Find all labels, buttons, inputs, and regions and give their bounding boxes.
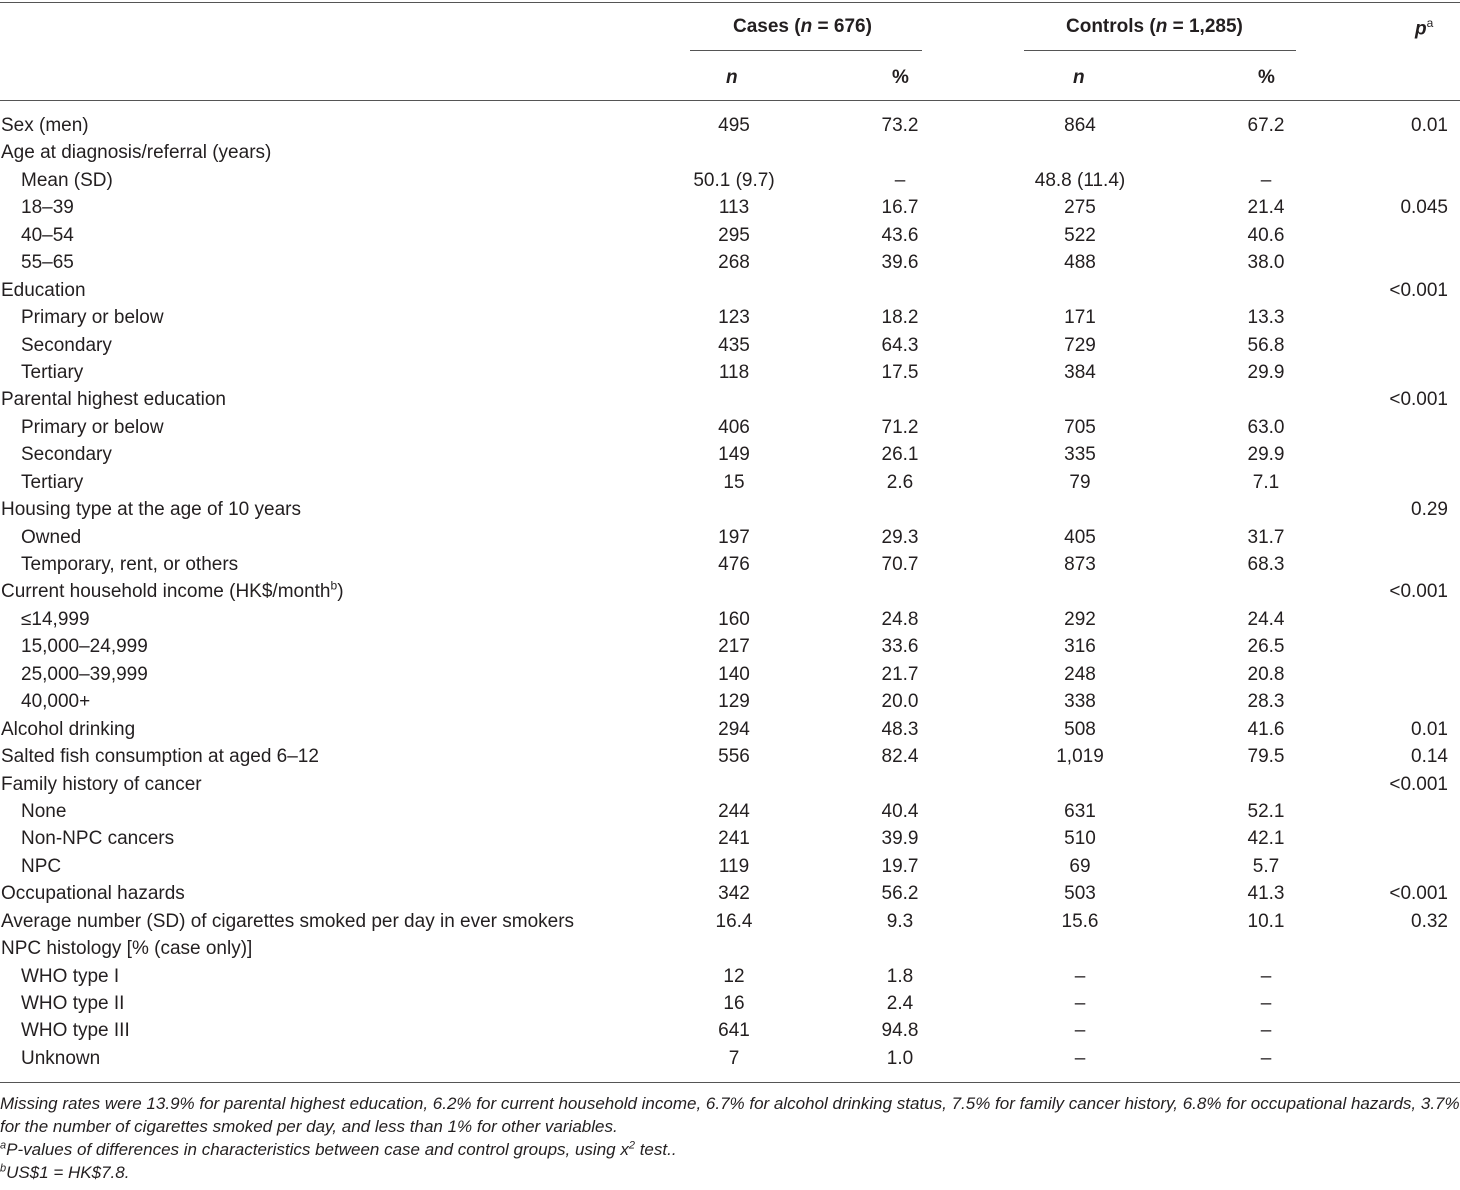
p-value-header: $p^a$ — [1415, 16, 1434, 40]
row-label: ≤14,999 — [21, 608, 90, 630]
table-row — [0, 935, 1460, 962]
cases-n-cell: 295 — [718, 224, 750, 246]
controls-n-cell: 503 — [1064, 883, 1096, 905]
p-value-cell: 0.32 — [1411, 910, 1448, 932]
row-label: Secondary — [21, 444, 112, 466]
row-label: Age at diagnosis/referral (years) — [1, 142, 272, 164]
controls-pct-cell: 79.5 — [1247, 746, 1285, 768]
table-row — [0, 304, 1460, 331]
controls-pct-cell: 38.0 — [1247, 252, 1285, 274]
cases-n-cell: 476 — [718, 554, 750, 575]
cases-n-cell: 342 — [718, 883, 750, 905]
controls-n-cell: 873 — [1064, 554, 1096, 575]
controls-n-cell: 508 — [1064, 718, 1096, 740]
cases-pct-cell: 24.8 — [881, 608, 919, 630]
table-row — [0, 249, 1460, 276]
controls-n-cell: 292 — [1064, 608, 1096, 630]
cases-n-cell: 50.1 (9.7) — [693, 169, 775, 191]
controls-n-cell: 338 — [1064, 691, 1096, 713]
controls-n-cell: 488 — [1064, 252, 1096, 274]
table-row — [0, 1045, 1460, 1072]
controls-pct-cell: 67.2 — [1247, 115, 1285, 136]
controls-pct-cell: 21.4 — [1247, 197, 1285, 219]
cases-n-cell: 495 — [718, 115, 750, 136]
row-label: Non-NPC cancers — [21, 828, 175, 850]
table-row — [0, 578, 1460, 605]
controls-pct-cell: 63.0 — [1247, 416, 1285, 438]
cases-pct-cell: 2.4 — [886, 993, 914, 1014]
row-label: Housing type at the age of 10 years — [1, 499, 301, 521]
cases-pct-cell: – — [894, 169, 906, 191]
table-row — [0, 743, 1460, 770]
controls-pct-cell: – — [1260, 965, 1272, 987]
cases-n-cell: 241 — [718, 828, 750, 850]
cases-pct-cell: 40.4 — [881, 800, 919, 822]
controls-pct-cell: – — [1260, 1047, 1272, 1069]
cases-pct-cell: 73.2 — [881, 115, 919, 136]
cases-n-cell: 244 — [718, 800, 750, 822]
table-body — [0, 112, 1460, 1072]
row-label: Primary or below — [21, 307, 164, 329]
cases-pct-cell: 33.6 — [881, 636, 919, 658]
p-value-cell: 0.14 — [1411, 746, 1448, 768]
table-row — [0, 798, 1460, 825]
cases-pct-cell: 9.3 — [886, 910, 914, 932]
table-top-rule — [0, 2, 1460, 3]
p-value-cell: 0.01 — [1411, 115, 1448, 136]
row-label: WHO type III — [21, 1020, 130, 1042]
controls-n-cell: – — [1074, 965, 1086, 987]
controls-n-cell: 522 — [1064, 224, 1096, 246]
cases-header: Cases (n = 676) — [733, 16, 872, 37]
controls-n-cell: 171 — [1064, 307, 1096, 329]
controls-n-cell: 1,019 — [1056, 746, 1104, 768]
controls-pct-header: % — [1258, 67, 1275, 88]
controls-n-cell: 705 — [1064, 416, 1096, 438]
cases-underline — [690, 50, 922, 51]
p-value-cell: <0.001 — [1389, 883, 1448, 905]
cases-n-cell: 129 — [718, 691, 750, 713]
row-label: NPC — [21, 855, 62, 877]
table-row — [0, 551, 1460, 578]
cases-n-cell: 268 — [718, 252, 750, 274]
p-value-cell: 0.045 — [1400, 197, 1448, 219]
cases-pct-cell: 56.2 — [881, 883, 919, 905]
table-row — [0, 222, 1460, 249]
controls-n-cell: – — [1074, 1047, 1086, 1069]
p-value-cell: 0.29 — [1411, 499, 1448, 521]
cases-pct-cell: 29.3 — [881, 526, 919, 548]
cases-pct-cell: 70.7 — [881, 554, 919, 575]
controls-pct-cell: – — [1260, 1020, 1272, 1042]
row-label: Primary or below — [21, 416, 164, 438]
table-row — [0, 908, 1460, 935]
cases-pct-header: % — [892, 67, 909, 88]
controls-n-cell: 48.8 (11.4) — [1034, 169, 1126, 191]
controls-pct-cell: 68.3 — [1247, 554, 1285, 575]
row-label: 18–39 — [21, 197, 74, 219]
cases-pct-cell: 1.0 — [886, 1047, 914, 1069]
cases-n-cell: 556 — [718, 746, 750, 768]
controls-pct-cell: 41.6 — [1247, 718, 1285, 740]
row-label: Current household income (HK$/month$^b$) — [1, 579, 344, 603]
cases-pct-cell: 43.6 — [881, 224, 919, 246]
row-label: Average number (SD) of cigarettes smoked per day in ever smokers — [1, 910, 575, 932]
cases-n-cell: 113 — [718, 197, 750, 219]
cases-pct-cell: 48.3 — [881, 718, 919, 740]
p-value-cell: <0.001 — [1389, 773, 1448, 795]
row-label: Mean (SD) — [21, 169, 113, 191]
cases-n-cell: 160 — [718, 608, 750, 630]
row-label: Unknown — [21, 1047, 101, 1069]
table-row — [0, 112, 1460, 139]
cases-n-cell: 118 — [718, 361, 750, 383]
p-value-cell: 0.01 — [1411, 718, 1448, 740]
row-label: 15,000–24,999 — [21, 636, 148, 658]
cases-n-cell: 217 — [718, 636, 750, 658]
controls-n-cell: 316 — [1064, 636, 1096, 658]
table-row — [0, 359, 1460, 386]
row-label: Sex (men) — [1, 115, 89, 136]
table-row — [0, 963, 1460, 990]
cases-n-cell: 7 — [728, 1047, 740, 1069]
table-footnotes — [0, 1092, 1460, 1184]
controls-n-cell: 275 — [1064, 197, 1096, 219]
controls-pct-cell: 56.8 — [1247, 334, 1285, 356]
controls-n-cell: 729 — [1064, 334, 1096, 356]
p-value-cell: <0.001 — [1389, 581, 1448, 603]
cases-n-cell: 123 — [718, 307, 750, 329]
footnote-b: $^b$US$1 = HK$7.8. — [0, 1162, 130, 1182]
cases-pct-cell: 39.6 — [881, 252, 919, 274]
cases-pct-cell: 17.5 — [881, 361, 919, 383]
controls-header: Controls (n = 1,285) — [1066, 16, 1243, 37]
cases-pct-cell: 39.9 — [881, 828, 919, 850]
controls-pct-cell: 29.9 — [1247, 361, 1285, 383]
row-label: None — [21, 800, 67, 822]
table-row — [0, 661, 1460, 688]
table-row — [0, 496, 1460, 523]
table-row — [0, 716, 1460, 743]
table-row — [0, 524, 1460, 551]
row-label: Tertiary — [21, 471, 84, 493]
p-value-cell: <0.001 — [1389, 279, 1448, 301]
table-row — [0, 880, 1460, 907]
table-row — [0, 139, 1460, 166]
table-row — [0, 414, 1460, 441]
row-label: 40,000+ — [21, 691, 91, 713]
controls-n-cell: 248 — [1064, 663, 1096, 685]
controls-n-cell: – — [1074, 1020, 1086, 1042]
controls-n-cell: 384 — [1064, 361, 1096, 383]
controls-pct-cell: 7.1 — [1252, 471, 1280, 493]
controls-n-cell: 631 — [1064, 800, 1096, 822]
cases-pct-cell: 18.2 — [881, 307, 919, 329]
controls-pct-cell: 24.4 — [1247, 608, 1285, 630]
controls-n-cell: 864 — [1064, 115, 1096, 136]
controls-pct-cell: 31.7 — [1247, 526, 1285, 548]
row-label: WHO type II — [21, 993, 125, 1014]
table-row — [0, 688, 1460, 715]
controls-pct-cell: 52.1 — [1247, 800, 1285, 822]
table-row — [0, 633, 1460, 660]
cases-pct-cell: 21.7 — [881, 663, 919, 685]
cases-n-cell: 294 — [718, 718, 750, 740]
row-label: NPC histology [% (case only)] — [1, 938, 253, 960]
controls-n-cell: 69 — [1069, 855, 1091, 877]
row-label: Family history of cancer — [1, 773, 202, 795]
footnote-a: $^a$P-values of differences in characteristics between case and control groups, using $x^2$ test.. — [0, 1139, 677, 1159]
controls-pct-cell: 13.3 — [1247, 307, 1285, 329]
cases-pct-cell: 1.8 — [886, 965, 914, 987]
row-label: 40–54 — [21, 224, 74, 246]
table-row — [0, 853, 1460, 880]
controls-pct-cell: 40.6 — [1247, 224, 1285, 246]
table-row — [0, 825, 1460, 852]
row-label: Alcohol drinking — [1, 718, 136, 740]
table-row — [0, 441, 1460, 468]
cases-n-cell: 406 — [718, 416, 750, 438]
cases-pct-cell: 2.6 — [886, 471, 914, 493]
controls-pct-cell: 41.3 — [1247, 883, 1285, 905]
cases-n-cell: 12 — [723, 965, 745, 987]
controls-pct-cell: 26.5 — [1247, 636, 1285, 658]
cases-pct-cell: 19.7 — [881, 855, 919, 877]
controls-pct-cell: 5.7 — [1252, 855, 1280, 877]
table-row — [0, 990, 1460, 1017]
header-rule — [0, 100, 1460, 101]
row-label: Temporary, rent, or others — [21, 554, 239, 575]
cases-pct-cell: 26.1 — [881, 444, 919, 466]
cases-n-cell: 641 — [718, 1020, 750, 1042]
table-row — [0, 277, 1460, 304]
cases-n-cell: 16.4 — [715, 910, 753, 932]
cases-pct-cell: 82.4 — [881, 746, 919, 768]
controls-n-cell: 510 — [1064, 828, 1096, 850]
table-row — [0, 167, 1460, 194]
table-row — [0, 469, 1460, 496]
controls-n-cell: 405 — [1064, 526, 1096, 548]
row-label: Occupational hazards — [1, 883, 185, 905]
cases-n-cell: 16 — [723, 993, 745, 1014]
controls-n-header: n — [1073, 67, 1085, 88]
row-label: Secondary — [21, 334, 112, 356]
cases-n-cell: 15 — [723, 471, 745, 493]
controls-pct-cell: 42.1 — [1247, 828, 1285, 850]
table-row — [0, 771, 1460, 798]
controls-pct-cell: 28.3 — [1247, 691, 1285, 713]
p-value-cell: <0.001 — [1389, 389, 1448, 411]
cases-pct-cell: 94.8 — [881, 1020, 919, 1042]
table-row — [0, 1017, 1460, 1044]
row-label: Tertiary — [21, 361, 84, 383]
table-row — [0, 194, 1460, 221]
controls-n-cell: 15.6 — [1061, 910, 1099, 932]
row-label: Education — [1, 279, 86, 301]
controls-pct-cell: 20.8 — [1247, 663, 1285, 685]
cases-pct-cell: 20.0 — [881, 691, 919, 713]
table-bottom-rule — [0, 1082, 1460, 1083]
cases-n-header: n — [726, 67, 738, 88]
row-label: Parental highest education — [1, 389, 226, 411]
controls-n-cell: – — [1074, 993, 1086, 1014]
cases-n-cell: 197 — [718, 526, 750, 548]
cases-pct-cell: 16.7 — [881, 197, 919, 219]
row-label: Salted fish consumption at aged 6–12 — [1, 746, 319, 768]
controls-pct-cell: – — [1260, 993, 1272, 1014]
row-label: WHO type I — [21, 965, 120, 987]
controls-pct-cell: 10.1 — [1247, 910, 1285, 932]
cases-n-cell: 119 — [718, 855, 750, 877]
table-row — [0, 332, 1460, 359]
controls-pct-cell: 29.9 — [1247, 444, 1285, 466]
cases-pct-cell: 64.3 — [881, 334, 919, 356]
footnote-missing: Missing rates were 13.9% for parental highest education, 6.2% for current household income, 6.7% for alcohol drinking status, 7.5% for family cancer history, 6.8% for occupational hazards, 3.7% for the number of cigarettes smoked per day, and less than 1% for other variables. — [0, 1094, 1460, 1136]
row-label: Owned — [21, 526, 82, 548]
controls-pct-cell: – — [1260, 169, 1272, 191]
controls-underline — [1024, 50, 1296, 51]
cases-pct-cell: 71.2 — [881, 416, 919, 438]
table-row — [0, 386, 1460, 413]
row-label: 55–65 — [21, 252, 74, 274]
row-label: 25,000–39,999 — [21, 663, 148, 685]
table-row — [0, 606, 1460, 633]
controls-n-cell: 335 — [1064, 444, 1096, 466]
cases-n-cell: 140 — [718, 663, 750, 685]
cases-n-cell: 435 — [718, 334, 750, 356]
controls-n-cell: 79 — [1069, 471, 1091, 493]
cases-n-cell: 149 — [718, 444, 750, 466]
